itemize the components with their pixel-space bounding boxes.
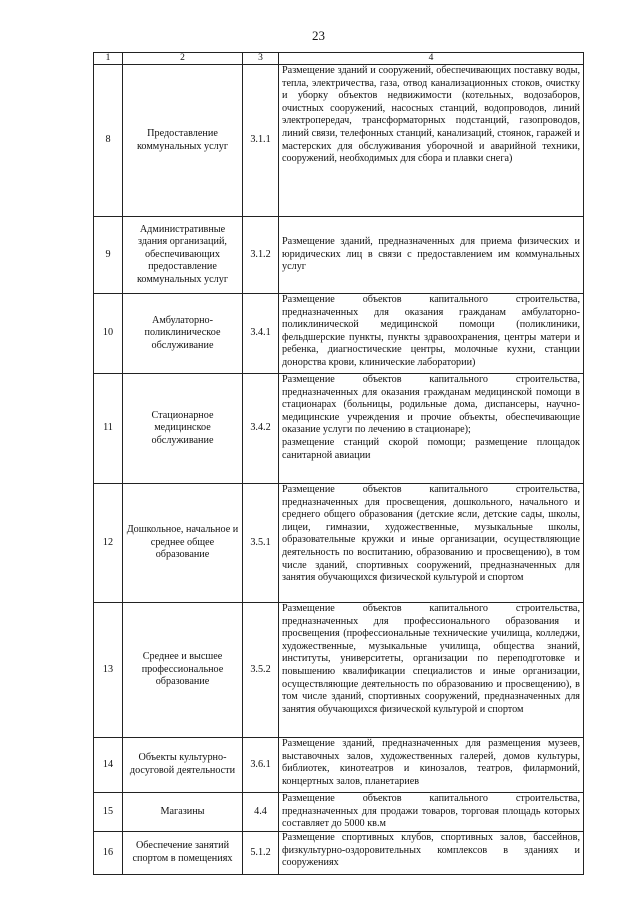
header-col-2: 2 [123,53,243,65]
use-type-code: 4.4 [243,793,279,832]
description-text: Размещение объектов капитального строительства, предназначенных для продажи товаров, торговая площадь которых составляет до 5000 кв.м [282,793,580,830]
row-number: 16 [94,832,123,875]
table-row [94,793,584,832]
use-type-code: 3.1.2 [243,217,279,294]
use-type-code: 3.1.1 [243,65,279,217]
description-text: Размещение спортивных клубов, спортивных залов, бассейнов, физкультурно-оздоровительных комплексов в зданиях и сооружениях [282,832,580,869]
description-text: Размещение зданий, предназначенных для размещения музеев, выставочных залов, художественных галерей, домов культуры, библиотек, кинотеатров и кинозалов, театров, филармоний, концертных залов, планетариев [282,738,580,787]
use-type-name: Среднее и высшее профессиональное образование [123,603,243,738]
use-type-description [279,603,584,738]
row-number: 11 [94,374,123,484]
use-type-description [279,832,584,875]
table-row [94,217,584,294]
table-header-row [94,53,584,65]
use-type-name: Стационарное медицинское обслуживание [123,374,243,484]
table-row [94,65,584,217]
row-number: 14 [94,738,123,793]
table-row [94,374,584,484]
use-type-name: Обеспечение занятий спортом в помещениях [123,832,243,875]
row-number: 8 [94,65,123,217]
page-number: 23 [312,28,325,43]
description-text: Размещение зданий и сооружений, обеспечивающих поставку воды, тепла, электричества, газа, отвод канализационных стоков, очистку и уборку объектов недвижимости (котельных, водозаборов, очистных сооружений, насосных станций, водопроводов, линий электропередач, трансформаторных подстанций, газопроводов, линий связи, телефонных станций, канализаций, стоянок, гаражей и мастерских для обслуживания уборочной и аварийной техники, сооружений, необходимых для сбора и плавки снега) [282,65,580,165]
use-type-name: Дошкольное, начальное и среднее общее образование [123,484,243,603]
row-number: 10 [94,294,123,374]
row-number: 15 [94,793,123,832]
description-text: Размещение объектов капитального строительства, предназначенных для просвещения, дошкольного, начального и среднего общего образования (детские ясли, детские сады, школы, лицеи, гимназии, художественные, музыкальные школы, образовательные кружки и иные организации, осуществляющие деятельность по воспитанию, образованию и просвещению), в том числе зданий, спортивных сооружений, предназначенных для занятия обучающихся физической культурой и спортом [282,484,580,584]
row-number: 12 [94,484,123,603]
header-col-1: 1 [94,53,123,65]
description-text-extra: размещение станций скорой помощи; размещение площадок санитарной авиации [282,436,580,461]
use-type-description [279,294,584,374]
description-text: Размещение объектов капитального строительства, предназначенных для оказания гражданам медицинской помощи в стационарах (больницы, родильные дома, диспансеры, научно-медицинские учреждения и прочие объекты, обеспечивающие оказание услуги по лечению в стационаре); [282,374,580,436]
table-row [94,294,584,374]
use-type-description [279,217,584,294]
use-type-description [279,374,584,484]
table-row [94,484,584,603]
row-number: 13 [94,603,123,738]
use-type-name: Административные здания организаций, обеспечивающих предоставление коммунальных услуг [123,217,243,294]
land-use-table [93,52,584,875]
use-type-name: Объекты культурно-досуговой деятельности [123,738,243,793]
use-type-description [279,738,584,793]
table-row [94,832,584,875]
row-number: 9 [94,217,123,294]
use-type-description [279,793,584,832]
description-text: Размещение объектов капитального строительства, предназначенных для оказания гражданам амбулаторно-поликлинической медицинской помощи (поликлиники, фельдшерские пункты, пункты здравоохранения, центры матери и ребенка, диагностические центры, молочные кухни, станции донорства крови, клинические лаборатории) [282,294,580,368]
use-type-name: Предоставление коммунальных услуг [123,65,243,217]
use-type-code: 3.4.2 [243,374,279,484]
description-text: Размещение объектов капитального строительства, предназначенных для профессионального образования и просвещения (профессиональные технические училища, колледжи, художественные, музыкальные училища, общества знаний, институты, университеты, организации по переподготовке и повышению квалификации специалистов и иные организации, осуществляющие деятельность по образованию и просвещению), в том числе зданий, спортивных сооружений, предназначенных для занятия обучающихся физической культурой и спортом [282,603,580,715]
use-type-code: 3.5.1 [243,484,279,603]
use-type-code: 3.5.2 [243,603,279,738]
table-row [94,738,584,793]
use-type-code: 3.6.1 [243,738,279,793]
table-row [94,603,584,738]
use-type-description [279,484,584,603]
header-col-3: 3 [243,53,279,65]
header-col-4: 4 [279,53,584,65]
use-type-description [279,65,584,217]
use-type-code: 3.4.1 [243,294,279,374]
use-type-code: 5.1.2 [243,832,279,875]
use-type-name: Магазины [123,793,243,832]
use-type-name: Амбулаторно-поликлиническое обслуживание [123,294,243,374]
description-text: Размещение зданий, предназначенных для приема физических и юридических лиц в связи с предоставлением им коммунальных услуг [282,236,580,273]
